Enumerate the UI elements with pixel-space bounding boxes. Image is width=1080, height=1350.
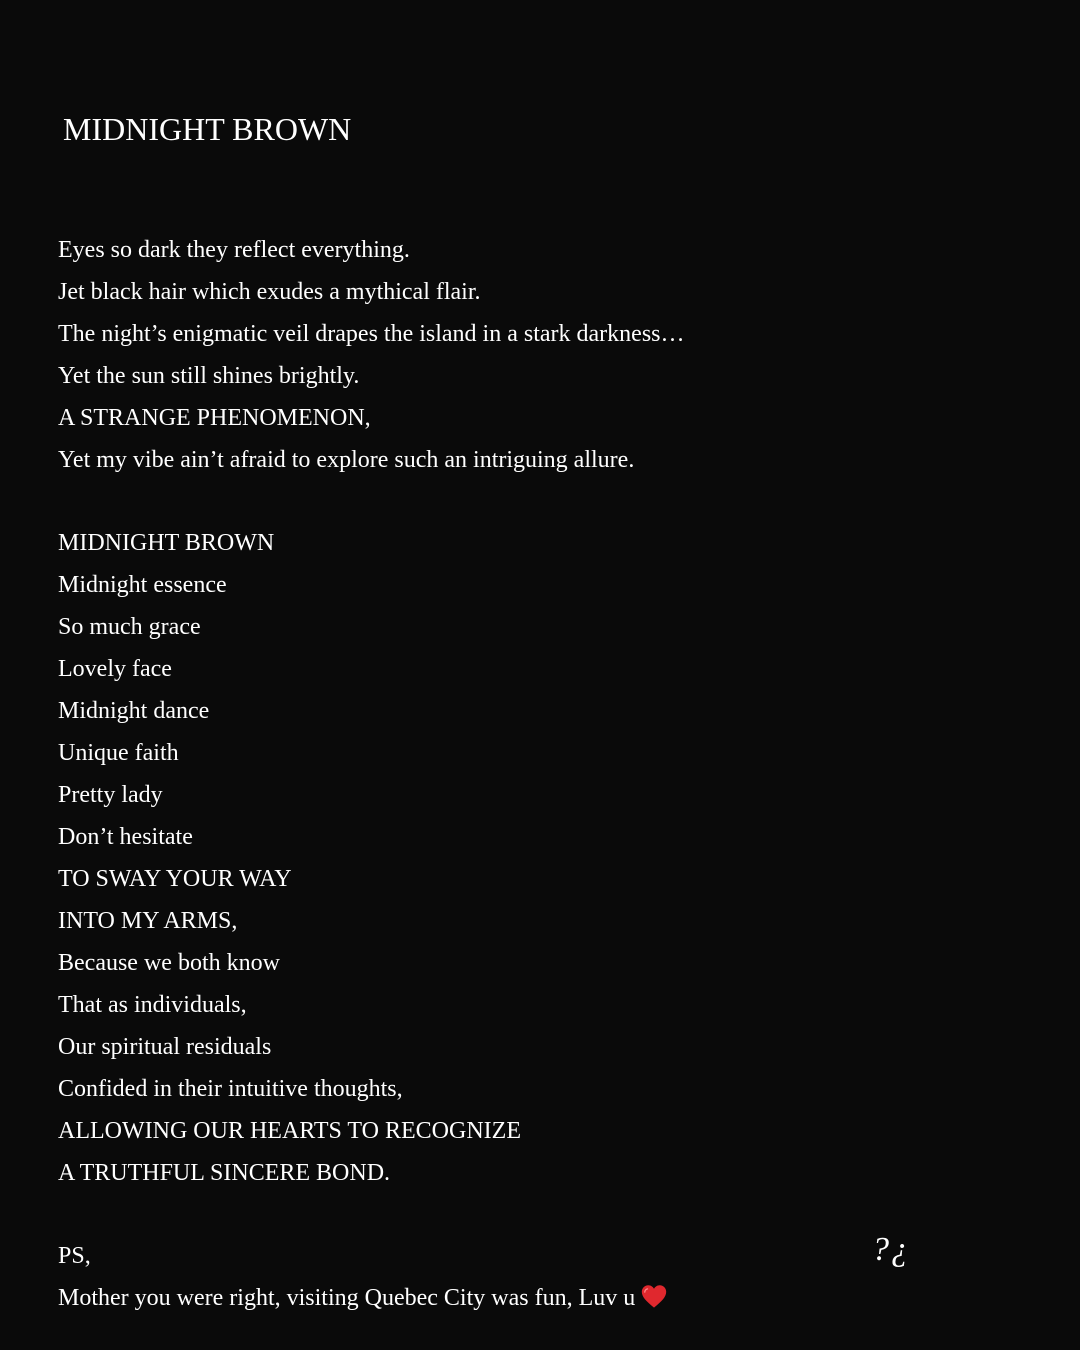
poem-line: The night’s enigmatic veil drapes the island in a stark darkness… [58,321,685,347]
postscript-line [58,1277,1038,1319]
poem-line: Because we both know [58,950,280,976]
poem-line: Yet my vibe ain’t afraid to explore such an intriguing allure. [58,447,635,473]
poem-line: Yet the sun still shines brightly. [58,363,360,389]
stanza-one [58,229,1038,481]
poem-line: A STRANGE PHENOMENON, [58,405,371,431]
red-heart-icon [641,1284,667,1310]
poem-line: Jet black hair which exudes a mythical flair. [58,279,481,305]
poem-line: Our spiritual residuals [58,1034,272,1060]
poem-body [58,229,1038,1319]
poem-line: ALLOWING OUR HEARTS TO RECOGNIZE [58,1118,521,1144]
page-title: MIDNIGHT BROWN [63,111,352,147]
poem-line: Don’t hesitate [58,824,193,850]
poem-line: A TRUTHFUL SINCERE BOND. [58,1160,391,1186]
poem-line: Midnight essence [58,572,227,598]
stanza-gap [58,481,1038,522]
poem-line: INTO MY ARMS, [58,908,238,934]
poem-line: Midnight dance [58,698,210,724]
poem-line: Unique faith [58,740,179,766]
poem-line: Confided in their intuitive thoughts, [58,1076,403,1102]
poem-line: TO SWAY YOUR WAY [58,866,292,892]
postscript-label: PS, [58,1243,91,1269]
poem-line: That as individuals, [58,992,247,1018]
poem-line: Eyes so dark they reflect everything. [58,237,410,263]
poem-line: Pretty lady [58,782,163,808]
postscript-message: Mother you were right, visiting Quebec City was fun, Luv u [58,1285,636,1311]
corner-question-marks: ?¿ [872,1231,910,1268]
poem-line: So much grace [58,614,201,640]
stanza-two [58,522,1038,1194]
poem-line: Lovely face [58,656,172,682]
poem-line: MIDNIGHT BROWN [58,530,275,556]
